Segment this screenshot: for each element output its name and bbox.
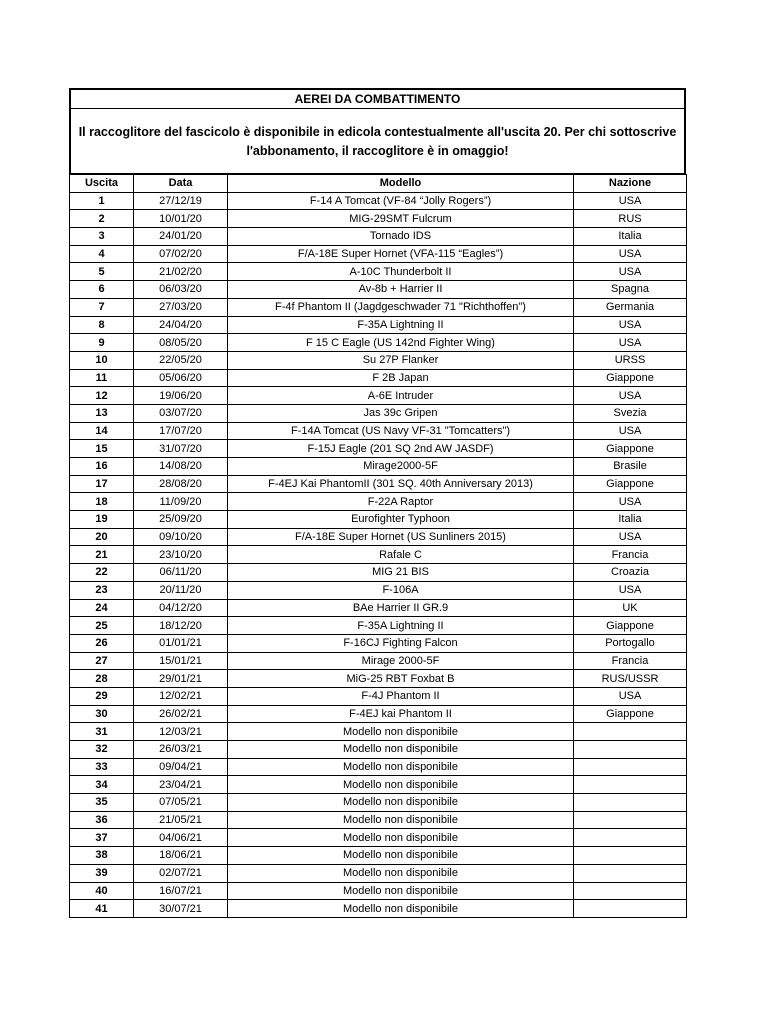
cell-data: 21/05/21 xyxy=(134,811,228,829)
cell-data: 26/03/21 xyxy=(134,741,228,759)
cell-uscita: 12 xyxy=(70,387,134,405)
cell-data: 29/01/21 xyxy=(134,670,228,688)
cell-modello: F-35A Lightning II xyxy=(228,316,574,334)
table-row xyxy=(70,634,687,652)
table-row xyxy=(70,245,687,263)
cell-uscita: 8 xyxy=(70,316,134,334)
cell-modello: F/A-18E Super Hornet (US Sunliners 2015) xyxy=(228,528,574,546)
cell-data: 15/01/21 xyxy=(134,652,228,670)
cell-data: 11/09/20 xyxy=(134,493,228,511)
cell-data: 27/03/20 xyxy=(134,298,228,316)
cell-data: 12/02/21 xyxy=(134,687,228,705)
cell-modello: MIG-29SMT Fulcrum xyxy=(228,210,574,228)
cell-data: 24/04/20 xyxy=(134,316,228,334)
cell-uscita: 29 xyxy=(70,687,134,705)
cell-uscita: 18 xyxy=(70,493,134,511)
cell-uscita: 23 xyxy=(70,581,134,599)
table-row xyxy=(70,723,687,741)
cell-uscita: 24 xyxy=(70,599,134,617)
cell-nazione xyxy=(574,882,687,900)
table-row xyxy=(70,458,687,476)
cell-modello: F-4EJ Kai PhantomII (301 SQ. 40th Anniversary 2013) xyxy=(228,475,574,493)
cell-modello: A-6E Intruder xyxy=(228,387,574,405)
cell-nazione xyxy=(574,758,687,776)
cell-nazione: USA xyxy=(574,528,687,546)
cell-modello: MIG 21 BIS xyxy=(228,564,574,582)
cell-nazione: UK xyxy=(574,599,687,617)
cell-data: 07/05/21 xyxy=(134,794,228,812)
cell-nazione: Portogallo xyxy=(574,634,687,652)
cell-modello: F-4EJ kai Phantom II xyxy=(228,705,574,723)
table-row xyxy=(70,404,687,422)
cell-modello: F-35A Lightning II xyxy=(228,617,574,635)
cell-nazione: Giappone xyxy=(574,617,687,635)
cell-modello: Rafale C xyxy=(228,546,574,564)
cell-data: 04/06/21 xyxy=(134,829,228,847)
cell-uscita: 21 xyxy=(70,546,134,564)
cell-modello: F 15 C Eagle (US 142nd Fighter Wing) xyxy=(228,334,574,352)
cell-modello: MiG-25 RBT Foxbat B xyxy=(228,670,574,688)
table-row xyxy=(70,599,687,617)
table-header-row xyxy=(70,175,687,193)
table-row xyxy=(70,511,687,529)
cell-data: 05/06/20 xyxy=(134,369,228,387)
cell-nazione: Francia xyxy=(574,652,687,670)
table-row xyxy=(70,263,687,281)
cell-data: 31/07/20 xyxy=(134,440,228,458)
cell-nazione: USA xyxy=(574,192,687,210)
cell-uscita: 32 xyxy=(70,741,134,759)
table-row xyxy=(70,741,687,759)
table-row xyxy=(70,475,687,493)
cell-data: 22/05/20 xyxy=(134,351,228,369)
table-row xyxy=(70,617,687,635)
cell-uscita: 27 xyxy=(70,652,134,670)
cell-modello: Modello non disponibile xyxy=(228,723,574,741)
cell-nazione: Francia xyxy=(574,546,687,564)
cell-nazione: USA xyxy=(574,422,687,440)
cell-modello: Modello non disponibile xyxy=(228,900,574,918)
cell-uscita: 38 xyxy=(70,847,134,865)
cell-nazione xyxy=(574,794,687,812)
cell-uscita: 17 xyxy=(70,475,134,493)
cell-nazione: Giappone xyxy=(574,369,687,387)
cell-data: 14/08/20 xyxy=(134,458,228,476)
table-row xyxy=(70,387,687,405)
cell-uscita: 6 xyxy=(70,281,134,299)
cell-uscita: 7 xyxy=(70,298,134,316)
table-row xyxy=(70,758,687,776)
cell-modello: Modello non disponibile xyxy=(228,758,574,776)
cell-data: 12/03/21 xyxy=(134,723,228,741)
cell-uscita: 4 xyxy=(70,245,134,263)
issues-table xyxy=(69,174,687,918)
cell-data: 10/01/20 xyxy=(134,210,228,228)
cell-modello: Eurofighter Typhoon xyxy=(228,511,574,529)
cell-data: 16/07/21 xyxy=(134,882,228,900)
cell-nazione: USA xyxy=(574,581,687,599)
table-row xyxy=(70,298,687,316)
cell-data: 01/01/21 xyxy=(134,634,228,652)
cell-modello: Tornado IDS xyxy=(228,228,574,246)
column-header-data: Data xyxy=(134,175,228,193)
cell-nazione: USA xyxy=(574,263,687,281)
table-row xyxy=(70,900,687,918)
cell-data: 20/11/20 xyxy=(134,581,228,599)
cell-data: 18/06/21 xyxy=(134,847,228,865)
table-row xyxy=(70,882,687,900)
cell-nazione xyxy=(574,811,687,829)
cell-uscita: 36 xyxy=(70,811,134,829)
cell-uscita: 22 xyxy=(70,564,134,582)
cell-modello: F 2B Japan xyxy=(228,369,574,387)
cell-nazione: Italia xyxy=(574,228,687,246)
cell-nazione: USA xyxy=(574,387,687,405)
cell-uscita: 34 xyxy=(70,776,134,794)
cell-uscita: 10 xyxy=(70,351,134,369)
cell-nazione xyxy=(574,847,687,865)
cell-nazione: Italia xyxy=(574,511,687,529)
cell-modello: F-16CJ Fighting Falcon xyxy=(228,634,574,652)
cell-nazione xyxy=(574,864,687,882)
cell-modello: Modello non disponibile xyxy=(228,882,574,900)
table-row xyxy=(70,546,687,564)
cell-modello: F-15J Eagle (201 SQ 2nd AW JASDF) xyxy=(228,440,574,458)
cell-nazione: Germania xyxy=(574,298,687,316)
table-row xyxy=(70,687,687,705)
cell-modello: F-14 A Tomcat (VF-84 “Jolly Rogers”) xyxy=(228,192,574,210)
cell-uscita: 31 xyxy=(70,723,134,741)
cell-uscita: 19 xyxy=(70,511,134,529)
table-row xyxy=(70,776,687,794)
cell-uscita: 20 xyxy=(70,528,134,546)
cell-data: 23/04/21 xyxy=(134,776,228,794)
table-row xyxy=(70,440,687,458)
cell-data: 02/07/21 xyxy=(134,864,228,882)
cell-data: 19/06/20 xyxy=(134,387,228,405)
cell-modello: Modello non disponibile xyxy=(228,741,574,759)
cell-modello: F-4f Phantom II (Jagdgeschwader 71 "Richthoffen") xyxy=(228,298,574,316)
cell-nazione: RUS xyxy=(574,210,687,228)
cell-uscita: 33 xyxy=(70,758,134,776)
table-row xyxy=(70,581,687,599)
page-title: AEREI DA COMBATTIMENTO xyxy=(71,90,684,109)
cell-nazione: Giappone xyxy=(574,705,687,723)
cell-data: 07/02/20 xyxy=(134,245,228,263)
cell-data: 08/05/20 xyxy=(134,334,228,352)
table-row xyxy=(70,847,687,865)
cell-modello: Mirage2000-5F xyxy=(228,458,574,476)
table-row xyxy=(70,493,687,511)
cell-modello: Su 27P Flanker xyxy=(228,351,574,369)
table-row xyxy=(70,210,687,228)
table-row xyxy=(70,705,687,723)
cell-data: 27/12/19 xyxy=(134,192,228,210)
cell-uscita: 28 xyxy=(70,670,134,688)
cell-data: 17/07/20 xyxy=(134,422,228,440)
cell-modello: F-14A Tomcat (US Navy VF-31 "Tomcatters") xyxy=(228,422,574,440)
cell-modello: Mirage 2000-5F xyxy=(228,652,574,670)
column-header-uscita: Uscita xyxy=(70,175,134,193)
cell-modello: F-106A xyxy=(228,581,574,599)
cell-modello: Modello non disponibile xyxy=(228,864,574,882)
table-row xyxy=(70,864,687,882)
column-header-modello: Modello xyxy=(228,175,574,193)
cell-modello: Jas 39c Gripen xyxy=(228,404,574,422)
cell-uscita: 11 xyxy=(70,369,134,387)
cell-data: 03/07/20 xyxy=(134,404,228,422)
cell-nazione xyxy=(574,829,687,847)
cell-nazione: USA xyxy=(574,245,687,263)
cell-modello: Modello non disponibile xyxy=(228,794,574,812)
cell-nazione: USA xyxy=(574,316,687,334)
cell-nazione xyxy=(574,723,687,741)
cell-uscita: 3 xyxy=(70,228,134,246)
cell-data: 28/08/20 xyxy=(134,475,228,493)
cell-uscita: 15 xyxy=(70,440,134,458)
table-row xyxy=(70,281,687,299)
cell-data: 21/02/20 xyxy=(134,263,228,281)
cell-uscita: 14 xyxy=(70,422,134,440)
cell-uscita: 1 xyxy=(70,192,134,210)
cell-data: 06/03/20 xyxy=(134,281,228,299)
cell-modello: F-4J Phantom II xyxy=(228,687,574,705)
table-row xyxy=(70,811,687,829)
table-row xyxy=(70,228,687,246)
cell-data: 26/02/21 xyxy=(134,705,228,723)
table-row xyxy=(70,528,687,546)
cell-modello: Modello non disponibile xyxy=(228,811,574,829)
cell-nazione xyxy=(574,741,687,759)
cell-data: 04/12/20 xyxy=(134,599,228,617)
table-row xyxy=(70,192,687,210)
cell-uscita: 41 xyxy=(70,900,134,918)
cell-uscita: 9 xyxy=(70,334,134,352)
cell-modello: A-10C Thunderbolt II xyxy=(228,263,574,281)
cell-modello: F-22A Raptor xyxy=(228,493,574,511)
cell-data: 25/09/20 xyxy=(134,511,228,529)
cell-uscita: 37 xyxy=(70,829,134,847)
cell-uscita: 39 xyxy=(70,864,134,882)
cell-uscita: 5 xyxy=(70,263,134,281)
table-row xyxy=(70,369,687,387)
cell-data: 18/12/20 xyxy=(134,617,228,635)
cell-nazione: Svezia xyxy=(574,404,687,422)
cell-nazione: Croazia xyxy=(574,564,687,582)
cell-modello: F/A-18E Super Hornet (VFA-115 “Eagles”) xyxy=(228,245,574,263)
table-row xyxy=(70,652,687,670)
table-row xyxy=(70,829,687,847)
cell-nazione: USA xyxy=(574,687,687,705)
cell-data: 09/04/21 xyxy=(134,758,228,776)
cell-uscita: 13 xyxy=(70,404,134,422)
table-row xyxy=(70,422,687,440)
cell-modello: Av-8b + Harrier II xyxy=(228,281,574,299)
cell-uscita: 26 xyxy=(70,634,134,652)
column-header-nazione: Nazione xyxy=(574,175,687,193)
cell-uscita: 40 xyxy=(70,882,134,900)
cell-modello: Modello non disponibile xyxy=(228,847,574,865)
cell-modello: Modello non disponibile xyxy=(228,776,574,794)
cell-nazione xyxy=(574,776,687,794)
table-row xyxy=(70,564,687,582)
binder-note: Il raccoglitore del fascicolo è disponibile in edicola contestualmente all'uscita 20. Per chi sottoscrive l'abbonamento, il raccoglitore è in omaggio! xyxy=(78,125,677,158)
cell-data: 30/07/21 xyxy=(134,900,228,918)
cell-nazione: RUS/USSR xyxy=(574,670,687,688)
cell-uscita: 25 xyxy=(70,617,134,635)
table-row xyxy=(70,351,687,369)
cell-data: 23/10/20 xyxy=(134,546,228,564)
table-row xyxy=(70,334,687,352)
cell-nazione: USA xyxy=(574,334,687,352)
table-row xyxy=(70,316,687,334)
cell-uscita: 16 xyxy=(70,458,134,476)
cell-uscita: 30 xyxy=(70,705,134,723)
cell-nazione: USA xyxy=(574,493,687,511)
cell-nazione: Giappone xyxy=(574,475,687,493)
header-box xyxy=(69,88,686,174)
cell-nazione: Spagna xyxy=(574,281,687,299)
cell-nazione: URSS xyxy=(574,351,687,369)
cell-data: 09/10/20 xyxy=(134,528,228,546)
cell-nazione: Giappone xyxy=(574,440,687,458)
table-row xyxy=(70,670,687,688)
cell-modello: BAe Harrier II GR.9 xyxy=(228,599,574,617)
cell-uscita: 35 xyxy=(70,794,134,812)
cell-nazione xyxy=(574,900,687,918)
cell-data: 06/11/20 xyxy=(134,564,228,582)
cell-data: 24/01/20 xyxy=(134,228,228,246)
cell-uscita: 2 xyxy=(70,210,134,228)
table-row xyxy=(70,794,687,812)
cell-nazione: Brasile xyxy=(574,458,687,476)
cell-modello: Modello non disponibile xyxy=(228,829,574,847)
spreadsheet xyxy=(69,88,686,918)
